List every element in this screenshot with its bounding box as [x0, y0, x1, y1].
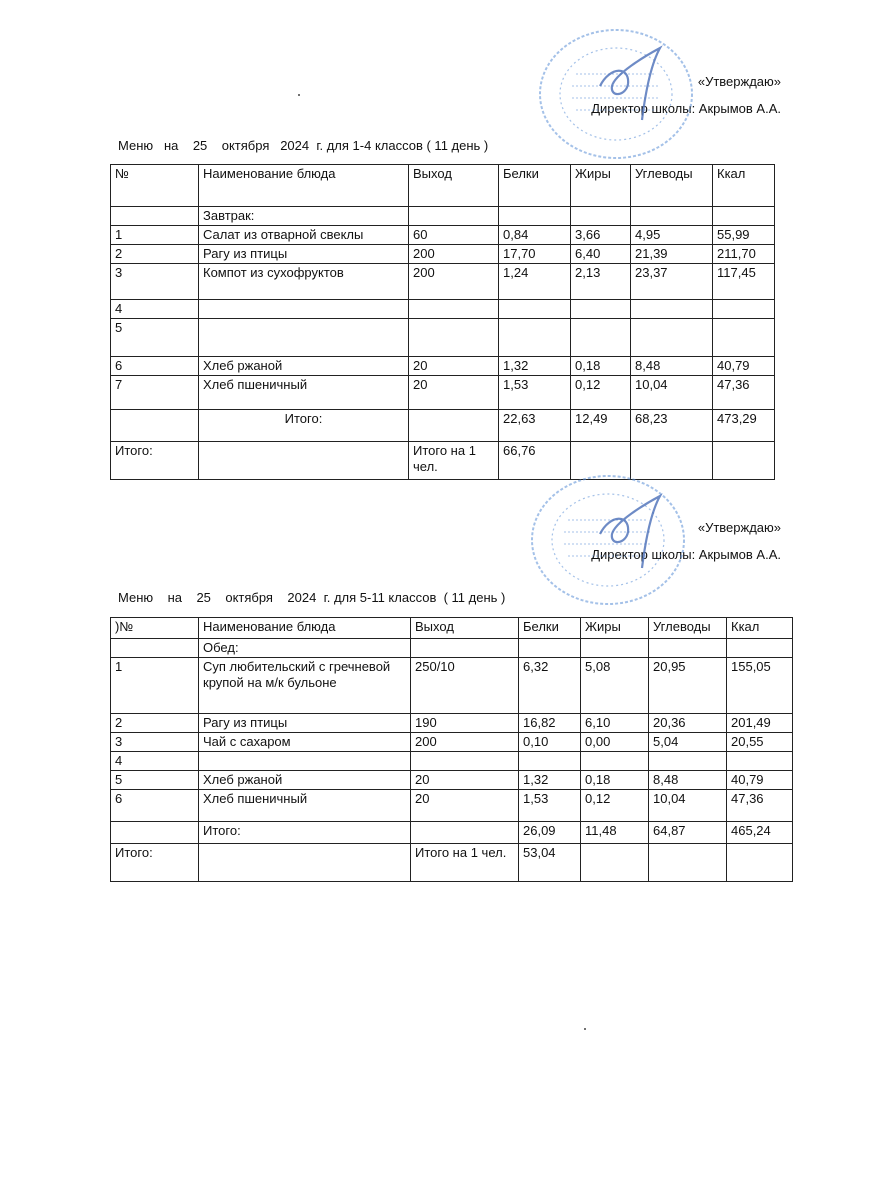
cell: 10,04 [649, 790, 727, 822]
meal-label-row [111, 639, 793, 658]
cell [631, 300, 713, 319]
cell [649, 844, 727, 882]
cell: 200 [409, 245, 499, 264]
cell: 20 [411, 790, 519, 822]
cell [581, 844, 649, 882]
director-label: Директор школы: Акрымов А.А. [591, 547, 781, 562]
cell: 200 [411, 733, 519, 752]
cell [199, 752, 411, 771]
cell [499, 300, 571, 319]
col-header: Жиры [571, 165, 631, 207]
cell: 60 [409, 226, 499, 245]
table-row [111, 752, 793, 771]
table-row [111, 264, 775, 300]
cell: Компот из сухофруктов [199, 264, 409, 300]
cell: Хлеб ржаной [199, 771, 411, 790]
cell: 2,13 [571, 264, 631, 300]
per-person-value: 53,04 [519, 844, 581, 882]
cell: 40,79 [727, 771, 793, 790]
cell: 22,63 [499, 410, 571, 442]
table-row [111, 771, 793, 790]
cell: 1,53 [519, 790, 581, 822]
col-header: Ккал [713, 165, 775, 207]
table-header-row [111, 618, 793, 639]
cell [727, 844, 793, 882]
cell: 5,04 [649, 733, 727, 752]
cell [499, 319, 571, 357]
cell [111, 410, 199, 442]
cell: Рагу из птицы [199, 714, 411, 733]
cell: 10,04 [631, 376, 713, 410]
cell [713, 300, 775, 319]
col-header: Белки [519, 618, 581, 639]
cell: 8,48 [631, 357, 713, 376]
cell: 1 [111, 658, 199, 714]
table-row [111, 658, 793, 714]
cell: 1,24 [499, 264, 571, 300]
cell: 12,49 [571, 410, 631, 442]
cell [713, 442, 775, 480]
cell: 47,36 [713, 376, 775, 410]
table-row [111, 319, 775, 357]
cell: 2 [111, 714, 199, 733]
cell [409, 410, 499, 442]
meal-label-row [111, 207, 775, 226]
cell [649, 752, 727, 771]
cell: Хлеб ржаной [199, 357, 409, 376]
col-header: Углеводы [631, 165, 713, 207]
cell [411, 752, 519, 771]
cell: 7 [111, 376, 199, 410]
cell: 250/10 [411, 658, 519, 714]
cell: 20 [409, 357, 499, 376]
cell: 68,23 [631, 410, 713, 442]
table-row [111, 226, 775, 245]
cell: 211,70 [713, 245, 775, 264]
menu-table-1 [110, 164, 775, 480]
scan-speck [584, 1028, 586, 1030]
subtotal-label: Итого: [199, 822, 411, 844]
cell: 20,55 [727, 733, 793, 752]
col-header: Ккал [727, 618, 793, 639]
cell: 1,32 [519, 771, 581, 790]
col-header: Наименование блюда [199, 165, 409, 207]
cell [519, 752, 581, 771]
col-header: )№ [111, 618, 199, 639]
cell: 1,32 [499, 357, 571, 376]
cell: Салат из отварной свеклы [199, 226, 409, 245]
cell: 473,29 [713, 410, 775, 442]
col-header: Белки [499, 165, 571, 207]
total-label: Итого: [111, 442, 199, 480]
table-row [111, 714, 793, 733]
cell: 3 [111, 733, 199, 752]
cell [199, 300, 409, 319]
cell [631, 319, 713, 357]
director-signature-icon [590, 484, 680, 574]
approve-label: «Утверждаю» [697, 520, 781, 535]
cell: 5 [111, 771, 199, 790]
meal-label: Завтрак: [199, 207, 409, 226]
cell: 190 [411, 714, 519, 733]
cell: 3 [111, 264, 199, 300]
cell: 155,05 [727, 658, 793, 714]
cell: 201,49 [727, 714, 793, 733]
per-person-label: Итого на 1 чел. [411, 844, 519, 882]
col-header: Углеводы [649, 618, 727, 639]
col-header: Выход [409, 165, 499, 207]
cell: 4 [111, 752, 199, 771]
cell [571, 319, 631, 357]
col-header: Жиры [581, 618, 649, 639]
cell: 8,48 [649, 771, 727, 790]
approve-label: «Утверждаю» [697, 74, 781, 89]
cell [581, 752, 649, 771]
per-person-value: 66,76 [499, 442, 571, 480]
cell: 5 [111, 319, 199, 357]
cell: 1,53 [499, 376, 571, 410]
cell: 17,70 [499, 245, 571, 264]
cell [713, 319, 775, 357]
cell: 6 [111, 357, 199, 376]
subtotal-row [111, 410, 775, 442]
cell: 55,99 [713, 226, 775, 245]
cell: Хлеб пшеничный [199, 790, 411, 822]
cell [571, 300, 631, 319]
cell: 465,24 [727, 822, 793, 844]
cell: 21,39 [631, 245, 713, 264]
director-label: Директор школы: Акрымов А.А. [591, 101, 781, 116]
cell: 0,10 [519, 733, 581, 752]
per-person-label: Итого на 1 чел. [409, 442, 499, 480]
cell: 6 [111, 790, 199, 822]
table-row [111, 245, 775, 264]
col-header: Наименование блюда [199, 618, 411, 639]
cell: 0,12 [571, 376, 631, 410]
table-header-row [111, 165, 775, 207]
cell: 0,00 [581, 733, 649, 752]
col-header: Выход [411, 618, 519, 639]
table-row [111, 357, 775, 376]
cell: Чай с сахаром [199, 733, 411, 752]
table-row [111, 376, 775, 410]
director-signature-icon [590, 36, 680, 126]
cell: 23,37 [631, 264, 713, 300]
cell [409, 300, 499, 319]
cell: 117,45 [713, 264, 775, 300]
cell: Суп любительский с гречневой крупой на м/к бульоне [199, 658, 411, 714]
cell [111, 822, 199, 844]
cell [199, 844, 411, 882]
subtotal-label: Итого: [199, 410, 409, 442]
cell: 47,36 [727, 790, 793, 822]
cell: 26,09 [519, 822, 581, 844]
total-row [111, 844, 793, 882]
cell: 6,32 [519, 658, 581, 714]
cell: 5,08 [581, 658, 649, 714]
cell [199, 442, 409, 480]
table-row [111, 790, 793, 822]
cell [409, 319, 499, 357]
total-label: Итого: [111, 844, 199, 882]
cell: 6,10 [581, 714, 649, 733]
cell: 20,36 [649, 714, 727, 733]
table-row [111, 300, 775, 319]
meal-label: Обед: [199, 639, 411, 658]
cell [727, 752, 793, 771]
cell: 4,95 [631, 226, 713, 245]
cell [411, 822, 519, 844]
table-row [111, 733, 793, 752]
menu-table-2 [110, 617, 793, 882]
cell: 16,82 [519, 714, 581, 733]
col-header: № [111, 165, 199, 207]
menu-title-2: Меню на 25 октября 2024 г. для 5-11 классов ( 11 день ) [118, 590, 506, 605]
cell: 4 [111, 300, 199, 319]
cell [199, 319, 409, 357]
cell: Хлеб пшеничный [199, 376, 409, 410]
cell: 0,18 [581, 771, 649, 790]
subtotal-row [111, 822, 793, 844]
menu-title-1: Меню на 25 октября 2024 г. для 1-4 классов ( 11 день ) [118, 138, 489, 153]
cell: 20 [411, 771, 519, 790]
cell: 20,95 [649, 658, 727, 714]
cell: 6,40 [571, 245, 631, 264]
cell: 20 [409, 376, 499, 410]
cell: 0,12 [581, 790, 649, 822]
cell: 64,87 [649, 822, 727, 844]
cell: 200 [409, 264, 499, 300]
cell: 2 [111, 245, 199, 264]
cell: 3,66 [571, 226, 631, 245]
scan-speck [298, 94, 300, 96]
cell: 1 [111, 226, 199, 245]
cell: 40,79 [713, 357, 775, 376]
cell: Рагу из птицы [199, 245, 409, 264]
cell: 11,48 [581, 822, 649, 844]
cell: 0,84 [499, 226, 571, 245]
cell: 0,18 [571, 357, 631, 376]
